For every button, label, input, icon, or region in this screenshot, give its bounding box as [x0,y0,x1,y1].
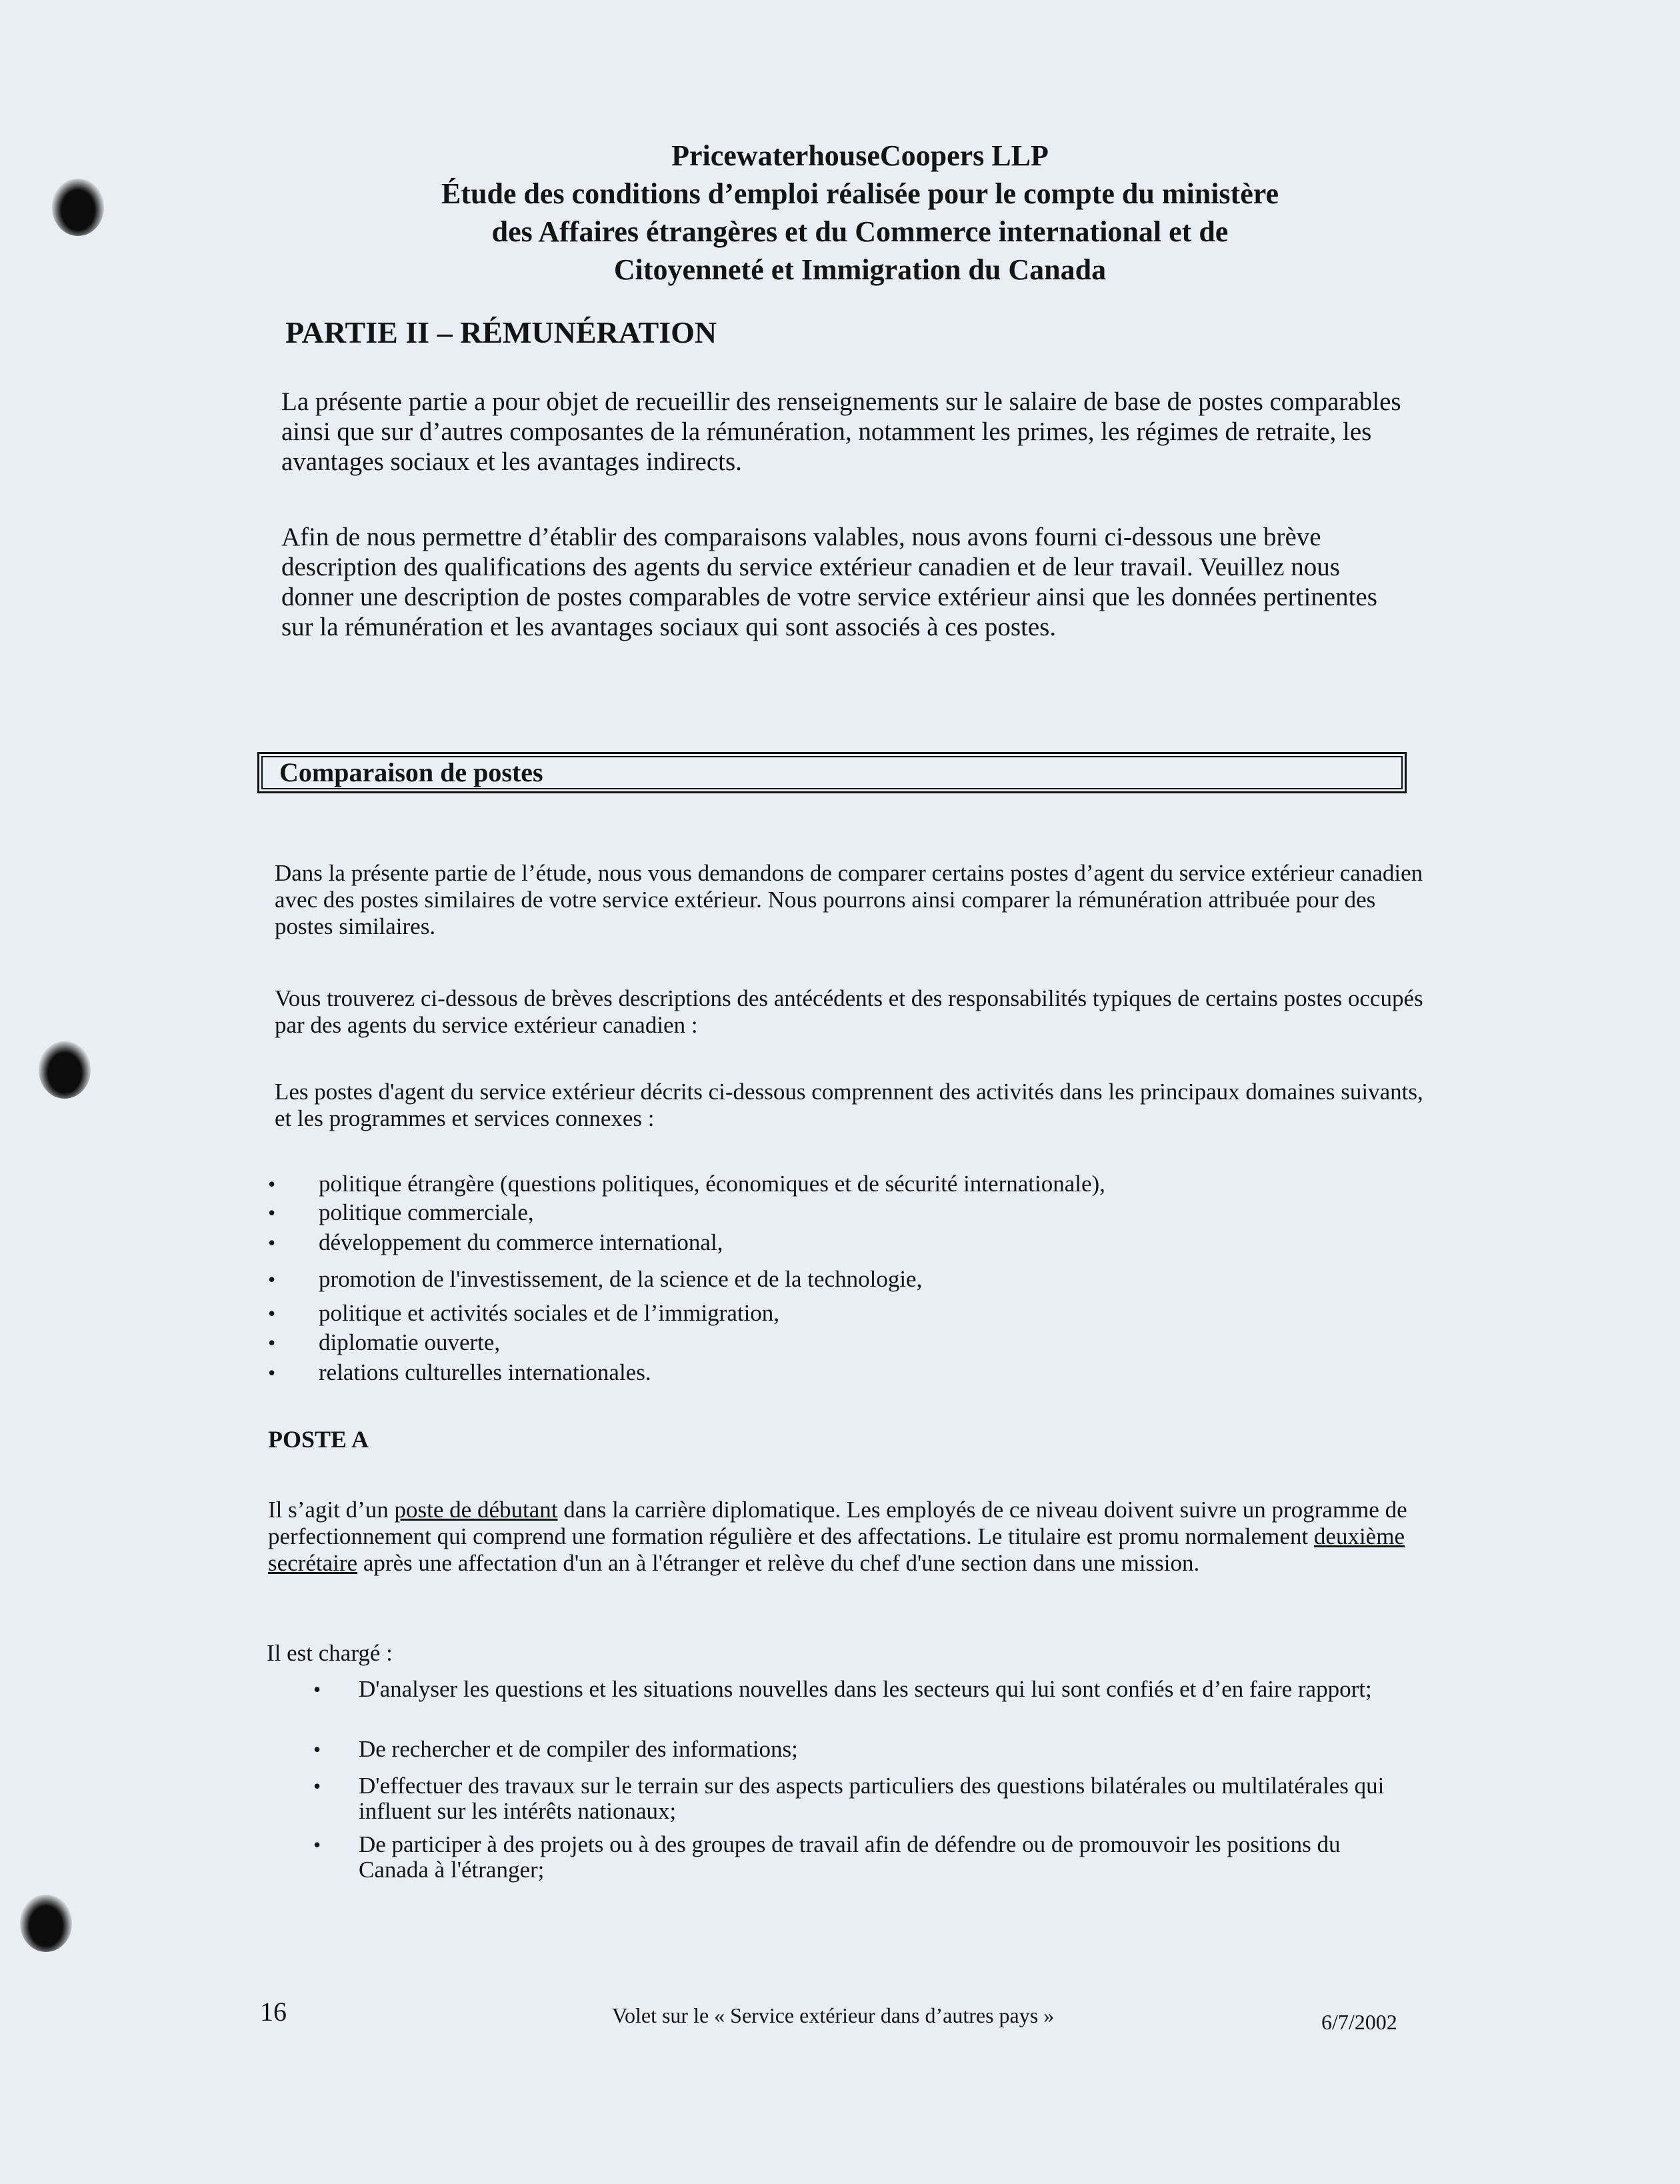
list-item: • D'effectuer des travaux sur le terrain sur des aspects particuliers des questions bilatérales ou multilatérales qui influent sur les intérêts nationaux; [313,1773,1393,1824]
poste-a-charge-label: Il est chargé : [267,1640,393,1666]
page-number: 16 [260,1997,287,2027]
underlined-term: poste de débutant [394,1497,558,1523]
binder-hole-icon [39,1041,91,1099]
section-paragraph-2: Vous trouverez ci-dessous de brèves descriptions des antécédents et des responsabilités typiques de certains postes occupés par des agents du service extérieur canadien : [275,985,1423,1038]
header-line-2: Étude des conditions d’emploi réalisée pour le compte du ministère [441,177,1279,210]
part-title: PARTIE II – RÉMUNÉRATION [285,315,717,349]
underlined-term: deuxième secrétaire [268,1523,1405,1576]
header-line-1: PricewaterhouseCoopers LLP [671,139,1049,172]
document-page: PricewaterhouseCoopers LLP Étude des conditions d’emploi réalisée pour le compte du ministère des Affaires étrangères et du Commerce international et de Citoyenneté et Immigration du Canada PARTIE II – RÉMUNÉRATION La présente partie a pour objet de recueillir des renseignements sur le salaire de base de postes comparables ainsi que sur d’autres composantes de la rémunération, notamment les primes, les régimes de retraite, les avantages sociaux et les avantages indirects. Afin de nous permettre d’établir des comparaisons valables, nous avons fourni ci-dessous une brève description des qualifications des agents du service extérieur canadien et de leur travail. Veuillez nous donner une description de postes comparables de votre service extérieur ainsi que les données pertinentes sur la rémunération et les avantages sociaux qui sont associés à ces postes. Comparaison de postes Dans la présente partie de l’étude, nous vous demandons de comparer certains postes d’agent du service extérieur canadien avec des postes similaires de votre service extérieur. Nous pourrons ainsi comparer la rémunération attribuée pour des postes similaires. Vous trouverez ci-dessous de brèves descriptions des antécédents et des responsabilités typiques de certains postes occupés par des agents du service extérieur canadien : Les postes d'agent du service extérieur décrits ci-dessous comprennent des activités dans les principaux domaines suivants, et les programmes et services connexes : politique étrangère (questions politiques, économiques et de sécurité internationale), politique commerciale, développement du commerce international, promotion de l'investissement, de la science et de la technologie, politique et activités sociales et de l’immigration, diplomatie ouverte, relations culturelles internationales. POSTE A Il s’agit d’un poste de débutant dans la carrière diplomatique. Les employés de ce niveau doivent suivre un programme de perfectionnement qui comprend une formation régulière et des affectations. Le titulaire est promu normalement deuxième secrétaire après une affectation d'un an à l'étranger et relève du chef d'une section dans une mission. Il est chargé : • D'analyser les questions et les situations nouvelles dans les secteurs qui lui sont confiés et d’en faire rapport; • De rechercher et de compiler des informations; • D'effectuer des travaux sur le terrain sur des aspects particuliers des questions bilatérales ou multilatérales qui influent sur les intérêts nationaux; • De participer à des projets ou à des groupes de travail afin de défendre ou de promouvoir les positions du Canada à l'étranger; 16 Volet sur le « Service extérieur dans d’autres pays » 6/7/2002 [0,0,1680,2184]
section-paragraph-3: Les postes d'agent du service extérieur décrits ci-dessous comprennent des activités dans les principaux domaines suivants, et les programmes et services connexes : [275,1079,1423,1131]
section-heading-box [257,752,1407,793]
poste-a-title: POSTE A [268,1426,369,1453]
document-header [280,137,1440,289]
list-item: • De rechercher et de compiler des informations; [313,1737,1393,1762]
list-item: • De participer à des projets ou à des groupes de travail afin de défendre ou de promouvoir les positions du Canada à l'étranger; [313,1832,1393,1883]
list-item: • D'analyser les questions et les situations nouvelles dans les secteurs qui lui sont confiés et d’en faire rapport; [313,1677,1393,1702]
section-paragraph-1: Dans la présente partie de l’étude, nous vous demandons de comparer certains postes d’agent du service extérieur canadien avec des postes similaires de votre service extérieur. Nous pourrons ainsi comparer la rémunération attribuée pour des postes similaires. [275,860,1423,939]
header-line-3: des Affaires étrangères et du Commerce international et de [491,215,1229,248]
intro-paragraph-2: Afin de nous permettre d’établir des comparaisons valables, nous avons fourni ci-dessous une brève description des qualifications des agents du service extérieur canadien et de leur travail. Veuillez nous donner une description de postes comparables de votre service extérieur ainsi que les données pertinentes sur la rémunération et les avantages sociaux qui sont associés à ces postes. [281,523,1377,641]
header-line-4: Citoyenneté et Immigration du Canada [613,253,1107,286]
binder-hole-icon [52,179,104,236]
intro-paragraph-1: La présente partie a pour objet de recueillir des renseignements sur le salaire de base de postes comparables ainsi que sur d’autres composantes de la rémunération, notamment les primes, les régimes de retraite, les avantages sociaux et les avantages indirects. [281,387,1401,476]
section-heading: Comparaison de postes [279,757,543,787]
footer-title: Volet sur le « Service extérieur dans d’autres pays » [612,2003,1055,2027]
footer-date: 6/7/2002 [1321,2010,1397,2034]
binder-hole-icon [20,1895,72,1952]
poste-a-description: Il s’agit d’un poste de débutant dans la carrière diplomatique. Les employés de ce niveau doivent suivre un programme de perfectionnement qui comprend une formation régulière et des affectations. Le titulaire est promu normalement deuxième secrétaire après une affectation d'un an à l'étranger et relève du chef d'une section dans une mission. [268,1497,1407,1576]
